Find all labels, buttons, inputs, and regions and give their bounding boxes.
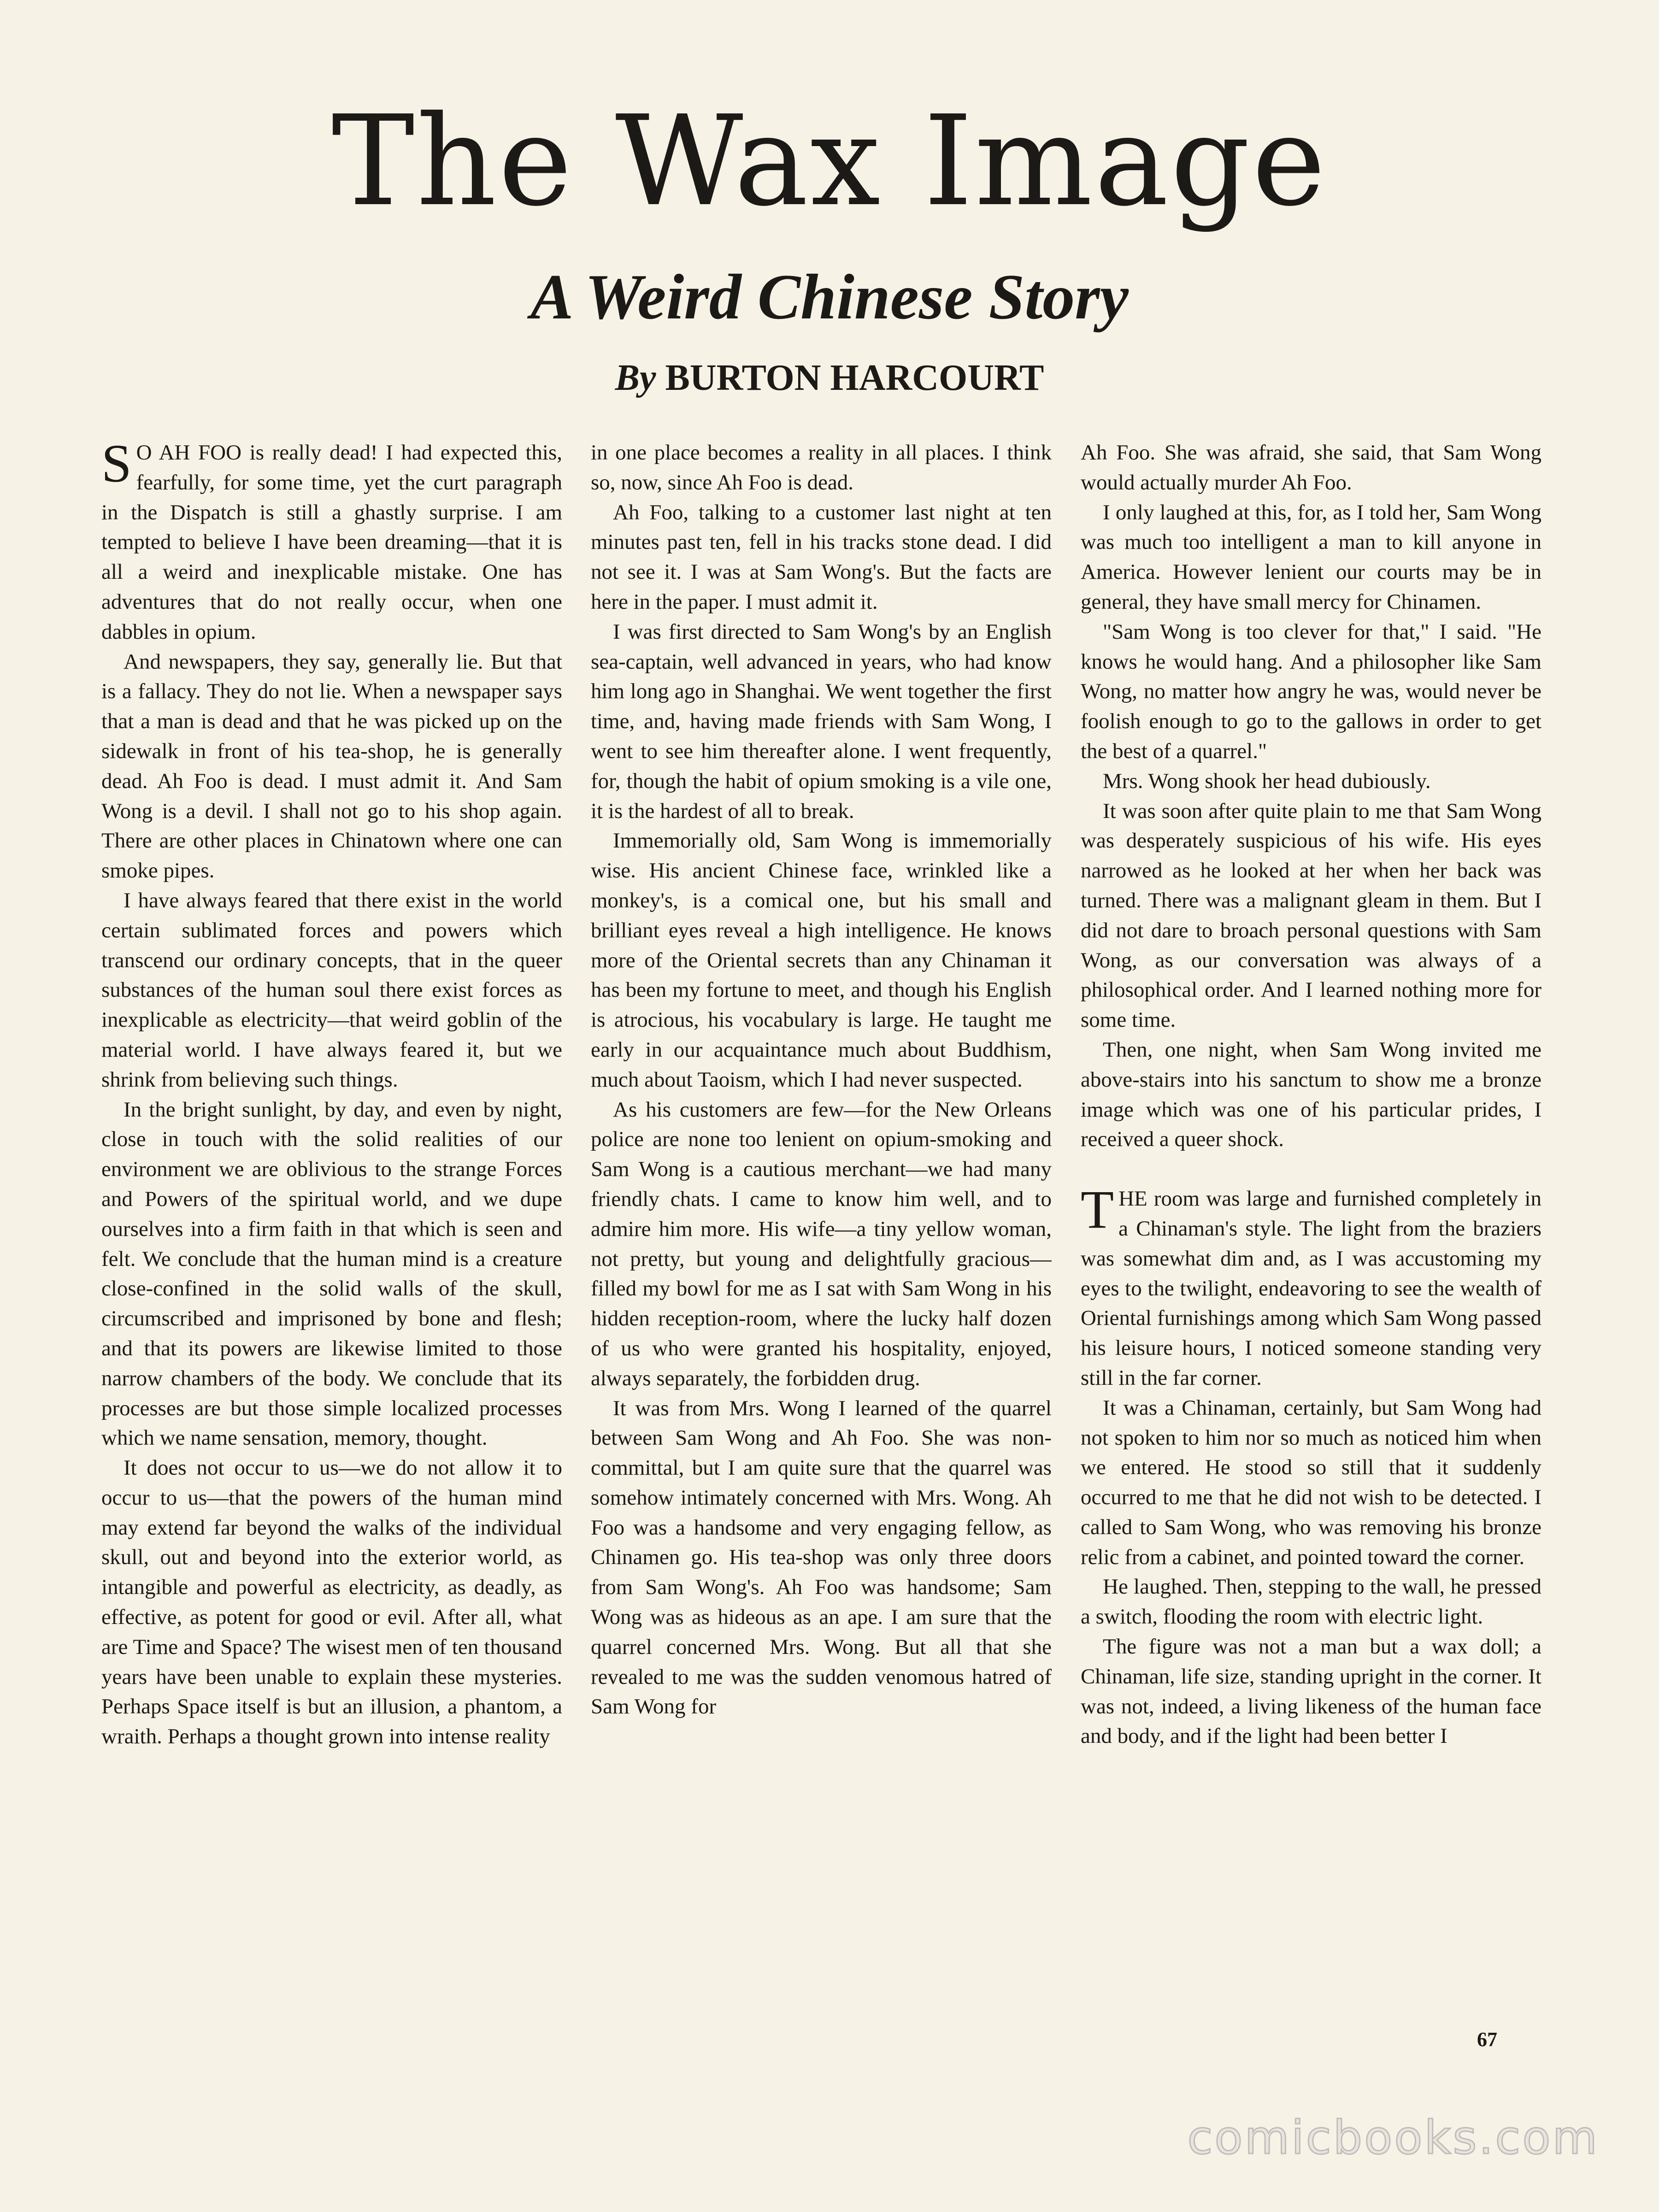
story-subtitle: A Weird Chinese Story (530, 261, 1129, 333)
paragraph: Ah Foo, talking to a customer last night at ten minutes past ten, fell in his tracks stone dead. I did not see it. I was at Sam Wong's. But the facts are here in the paper. I must admit it. (591, 500, 1052, 614)
paragraph: I have always feared that there exist in the world certain sublimated forces and powers which transcend our ordinary concepts, that in the queer substances of the human soul there exist forces as inexplicable as electricity—that weird goblin of the material world. I have always feared it, but we shrink from believing such things. (101, 888, 562, 1092)
text-column-1 (101, 438, 562, 2023)
page-number: 67 (1477, 2028, 1497, 2051)
byline-prefix: By (615, 358, 656, 398)
paragraph: Immemorially old, Sam Wong is immemorially wise. His ancient Chinese face, wrinkled like a monkey's, is a comical one, but his small and brilliant eyes reveal a high intelligence. He knows more of the Oriental secrets than any Chinaman it has been my fortune to meet, and though his English is atrocious, his vocabulary is large. He taught me early in our acquaintance much about Buddhism, much about Taoism, which I had never suspected. (591, 829, 1052, 1092)
paragraph: It was from Mrs. Wong I learned of the quarrel between Sam Wong and Ah Foo. She was non-committal, but I am quite sure that the quarrel was somehow intimately concerned with Mrs. Wong. Ah Foo was a handsome and very engaging fellow, as Chinamen go. His tea-shop was only three doors from Sam Wong's. Ah Foo was handsome; Sam Wong was as hideous as an ape. I am sure that the quarrel concerned Mrs. Wong. But all that she revealed to me was the sudden venomous hatred of Sam Wong for (591, 1396, 1052, 1719)
paragraph: It was a Chinaman, certainly, but Sam Wong had not spoken to him nor so much as noticed him when we entered. He stood so still that it suddenly occurred to me that he did not wish to be detected. I called to Sam Wong, who was removing his bronze relic from a cabinet, and pointed toward the corner. (1081, 1395, 1541, 1569)
paragraph: "Sam Wong is too clever for that," I said. "He knows he would hang. And a philosopher like Sam Wong, no matter how angry he was, would never be foolish enough to go to the gallows in order to get the best of a quarrel." (1081, 619, 1541, 763)
paragraph: As his customers are few—for the New Orleans police are none too lenient on opium-smoking and Sam Wong is a cautious merchant—we had many friendly chats. I came to know him well, and to admire him more. His wife—a tiny yellow woman, not pretty, but young and delightfully gracious—filled my bowl for me as I sat with Sam Wong in his hidden reception-room, where the lucky half dozen of us who were granted his hospitality, enjoyed, always separately, the forbidden drug. (591, 1097, 1052, 1390)
author-name: BURTON HARCOURT (665, 358, 1044, 398)
paragraph: I only laughed at this, for, as I told her, Sam Wong was much too intelligent a man to kill anyone in America. However lenient our courts may be in general, they have small mercy for Chinamen. (1081, 500, 1541, 614)
paragraph-text: O AH FOO is really dead! I had expected this, fearfully, for some time, yet the curt paragraph in the Dispatch is still a ghastly surprise. I am tempted to believe I have been dreaming—that it is all a weird and inexplicable mistake. One has adventures that do not really occur, when one dabbles in opium. (101, 441, 562, 644)
paragraph: in one place becomes a reality in all places. I think so, now, since Ah Foo is dead. (591, 441, 1052, 494)
paragraph-text: HE room was large and furnished completely in a Chinaman's style. The light from the braziers was somewhat dim and, as I was accustoming my eyes to the twilight, endeavoring to see the wealth of Oriental furnishings among which Sam Wong passed his leisure hours, I noticed someone standing very still in the far corner. (1081, 1187, 1541, 1390)
section-break (1081, 1154, 1541, 1184)
paragraph: He laughed. Then, stepping to the wall, he pressed a switch, flooding the room with electric light. (1081, 1575, 1541, 1629)
paragraph (1081, 1179, 1541, 1393)
byline (0, 359, 1659, 396)
paragraph: The figure was not a man but a wax doll; a Chinaman, life size, standing upright in the corner. It was not, indeed, a living likeness of the human face and body, and if the light had been better I (1081, 1635, 1541, 1748)
text-column-3 (1081, 438, 1541, 2023)
story-title: The Wax Image (331, 88, 1328, 234)
paragraph: Then, one night, when Sam Wong invited me above-stairs into his sanctum to show me a bronze image which was one of his particular prides, I received a queer shock. (1081, 1037, 1541, 1152)
watermark: comicbooks.com (1187, 2111, 1599, 2165)
paragraph: And newspapers, they say, generally lie. But that is a fallacy. They do not lie. When a newspaper says that a man is dead and that he was picked up on the sidewalk in front of his tea-shop, he is generally dead. Ah Foo is dead. I must admit it. And Sam Wong is a devil. I shall not go to his shop again. There are other places in Chinatown where one can smoke pipes. (101, 649, 562, 883)
paragraph: I was first directed to Sam Wong's by an English sea-captain, well advanced in years, who had know him long ago in Shanghai. We went together the first time, and, having made friends with Sam Wong, I went to see him thereafter alone. I went frequently, for, though the habit of opium smoking is a vile one, it is the hardest of all to break. (591, 619, 1052, 823)
paragraph: Mrs. Wong shook her head dubiously. (1103, 769, 1431, 793)
text-column-2 (591, 438, 1052, 2023)
drop-cap: T (1081, 1179, 1114, 1240)
paragraph: Ah Foo. She was afraid, she said, that Sam Wong would actually murder Ah Foo. (1081, 441, 1541, 494)
paragraph (101, 438, 562, 647)
drop-cap: S (101, 438, 132, 494)
paragraph: It does not occur to us—we do not allow it to occur to us—that the powers of the human mind may extend far beyond the walks of the individual skull, out and beyond into the exterior world, as intangible and powerful as electricity, as deadly, as effective, as potent for good or evil. After all, what are Time and Space? The wisest men of ten thousand years have been unable to explain these mysteries. Perhaps Space itself is but an illusion, a phantom, a wraith. Perhaps a thought grown into intense reality (101, 1456, 562, 1749)
paragraph: In the bright sunlight, by day, and even by night, close in touch with the solid realities of our environment we are oblivious to the strange Forces and Powers of the spiritual world, and we dupe ourselves into a firm faith in that which is seen and felt. We conclude that the human mind is a creature close-confined in the solid walls of the skull, circumscribed and imprisoned by bone and flesh; and that its powers are likewise limited to those narrow chambers of the body. We conclude that its processes are but those simple localized processes which we name sensation, memory, thought. (101, 1097, 562, 1450)
paragraph: It was soon after quite plain to me that Sam Wong was desperately suspicious of his wife. His eyes narrowed as he looked at her when her back was turned. There was a malignant gleam in them. But I did not dare to broach personal questions with Sam Wong, as our conversation was always of a philosophical order. And I learned nothing more for some time. (1081, 799, 1541, 1032)
